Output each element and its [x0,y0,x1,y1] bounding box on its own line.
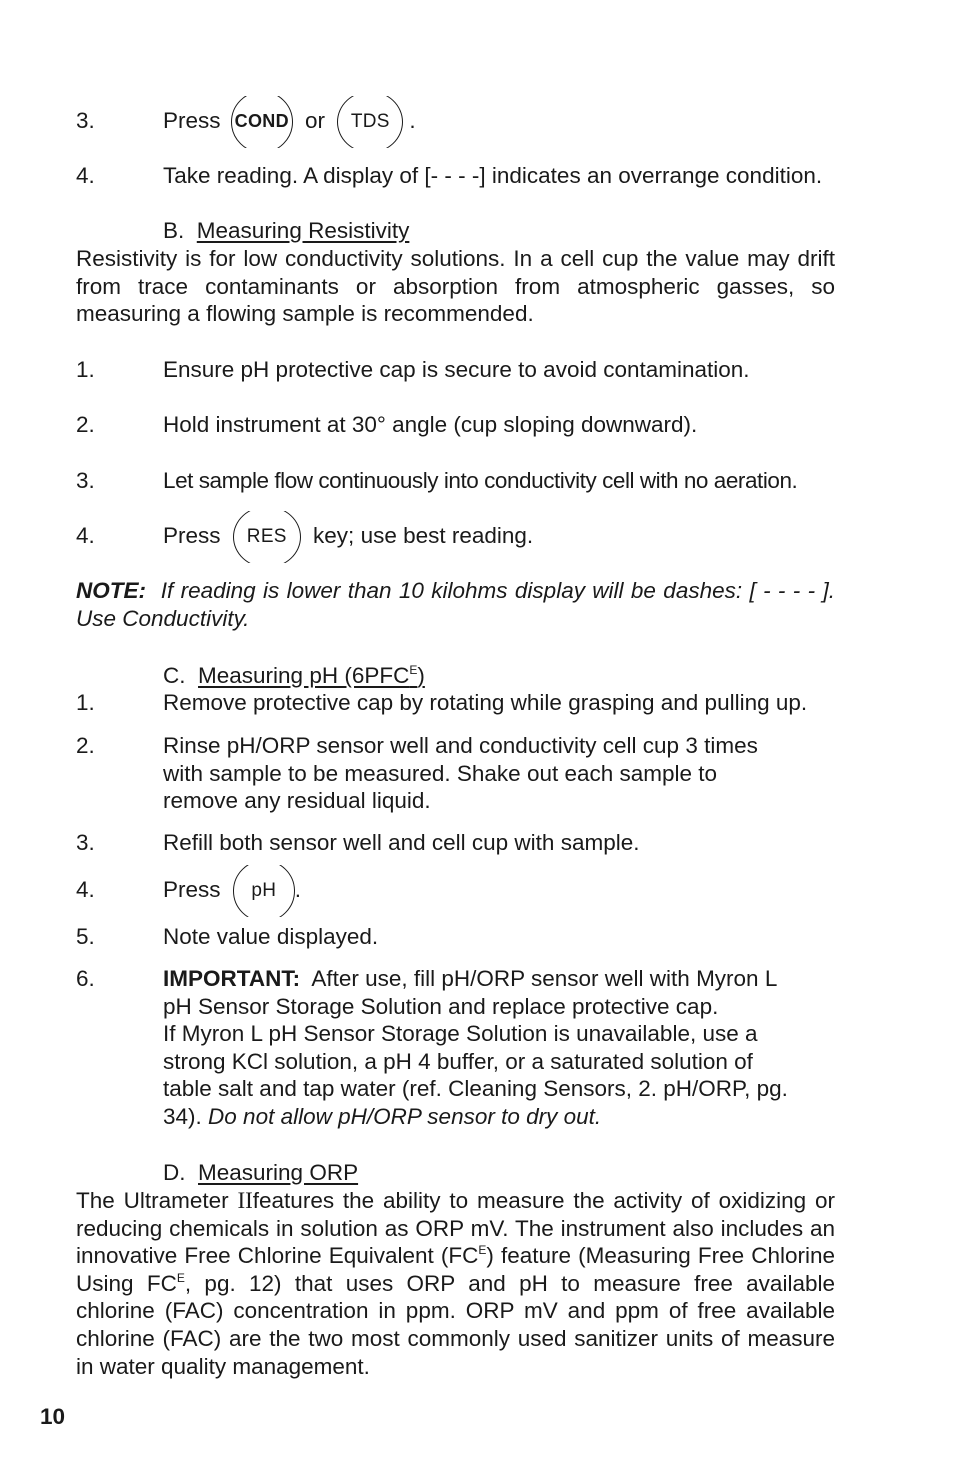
res-key-icon [233,506,301,568]
section-letter: C. [163,663,186,688]
section-title: Measuring Resistivity [196,218,410,243]
note [76,577,835,632]
warning-italic: Do not allow pH/ORP sensor to dry out. [208,1103,602,1129]
ph-key-icon [233,860,295,922]
step-text [163,522,533,550]
section-b-heading [163,217,409,245]
res-key-label: RES [246,526,287,548]
step-number: 3. [76,108,95,133]
step-number: 5. [76,924,95,949]
note-label: NOTE: [76,578,146,603]
step-number: 2. [76,412,95,437]
text-line: IMPORTANT: After use, fill pH/ORP sensor well with Myron L [163,966,778,991]
press-word: Press [163,523,221,548]
period: . [294,877,302,902]
step-number: 3. [76,830,95,855]
step-text: Refill both sensor well and cell cup with sample. [163,830,640,855]
section-c-heading [163,662,425,690]
important-label: IMPORTANT: [163,966,301,991]
step-number: 4. [76,523,95,548]
section-d-paragraph: The Ultrameter IIfeatures the ability to measure the activity of oxidizing or reducing chemicals in solution as ORP mV. The instrument also includes an innovative Free Chlorine Equivalent $(FC^E)$ feature (Measuring Free Chlorine Using $FC^E$, pg. 12) that uses ORP and pH to measure free available chlorine (FAC) concentration in ppm. ORP mV and ppm of free available chlorine (FAC) are the two most commonly used sanitizer units of measure in water quality management. [76,1188,835,1379]
text-line: Rinse pH/ORP sensor well and conductivity cell cup 3 times [163,733,758,758]
step-text: Take reading. A display of [- - - -] indicates an overrange condition. [163,163,823,188]
step-number: 4. [76,877,95,902]
text-line: pH Sensor Storage Solution and replace protective cap. [163,993,719,1019]
text-line: 34). Do not allow pH/ORP sensor to dry out. [163,1103,602,1129]
step-text-important [163,965,788,1131]
or-word: or [305,108,326,133]
key-instruction: key; use best reading. [313,523,534,548]
step-text: Note value displayed. [163,924,379,949]
step-text [163,876,301,904]
step-number: 2. [76,733,95,758]
step-text [163,107,416,135]
section-letter: D. [163,1160,186,1185]
step-number: 1. [76,690,95,715]
step-text: Let sample flow continuously into conductivity cell with no aeration. [163,468,798,493]
section-title: Measuring ORP [198,1160,359,1185]
cond-key-label: COND [234,111,289,132]
text-line: strong KCl solution, a pH 4 buffer, or a saturated solution of [163,1048,753,1074]
tds-key-label: TDS [350,111,390,133]
press-word: Press [163,877,221,902]
section-b-intro: Resistivity is for low conductivity solutions. In a cell cup the value may drift from trace contaminants or absorption from atmospheric gasses, so measuring a flowing sample is recommended. [76,246,835,327]
section-d-heading [163,1159,358,1187]
text-line: with sample to be measured. Shake out each sample to [163,760,718,786]
step-text: Hold instrument at 30° angle (cup sloping downward). [163,412,698,437]
section-letter: B. [163,218,185,243]
step-number: 3. [76,468,95,493]
step-number: 1. [76,357,95,382]
period: . [409,108,416,133]
step-text: Remove protective cap by rotating while grasping and pulling up. [163,690,808,715]
ph-key-label: pH [251,880,277,902]
step-number: 4. [76,163,95,188]
step-text [163,732,758,815]
page-number: 10 [40,1404,66,1429]
text-line: table salt and tap water (ref. Cleaning Sensors, 2. pH/ORP, pg. [163,1076,788,1102]
text-line: remove any residual liquid. [163,788,431,814]
cond-key-icon [231,91,293,153]
press-word: Press [163,108,221,133]
step-text: Ensure pH protective cap is secure to avoid contamination. [163,357,750,382]
text-line: If Myron L pH Sensor Storage Solution is unavailable, use a [163,1021,758,1047]
note-text: If reading is lower than 10 kilohms display will be dashes: [ - - - - ]. Use Conductivity. [76,578,835,631]
section-title: Measuring pH $(6PFC^E)$ [198,663,425,688]
tds-key-icon [337,91,403,153]
step-number: 6. [76,966,95,991]
